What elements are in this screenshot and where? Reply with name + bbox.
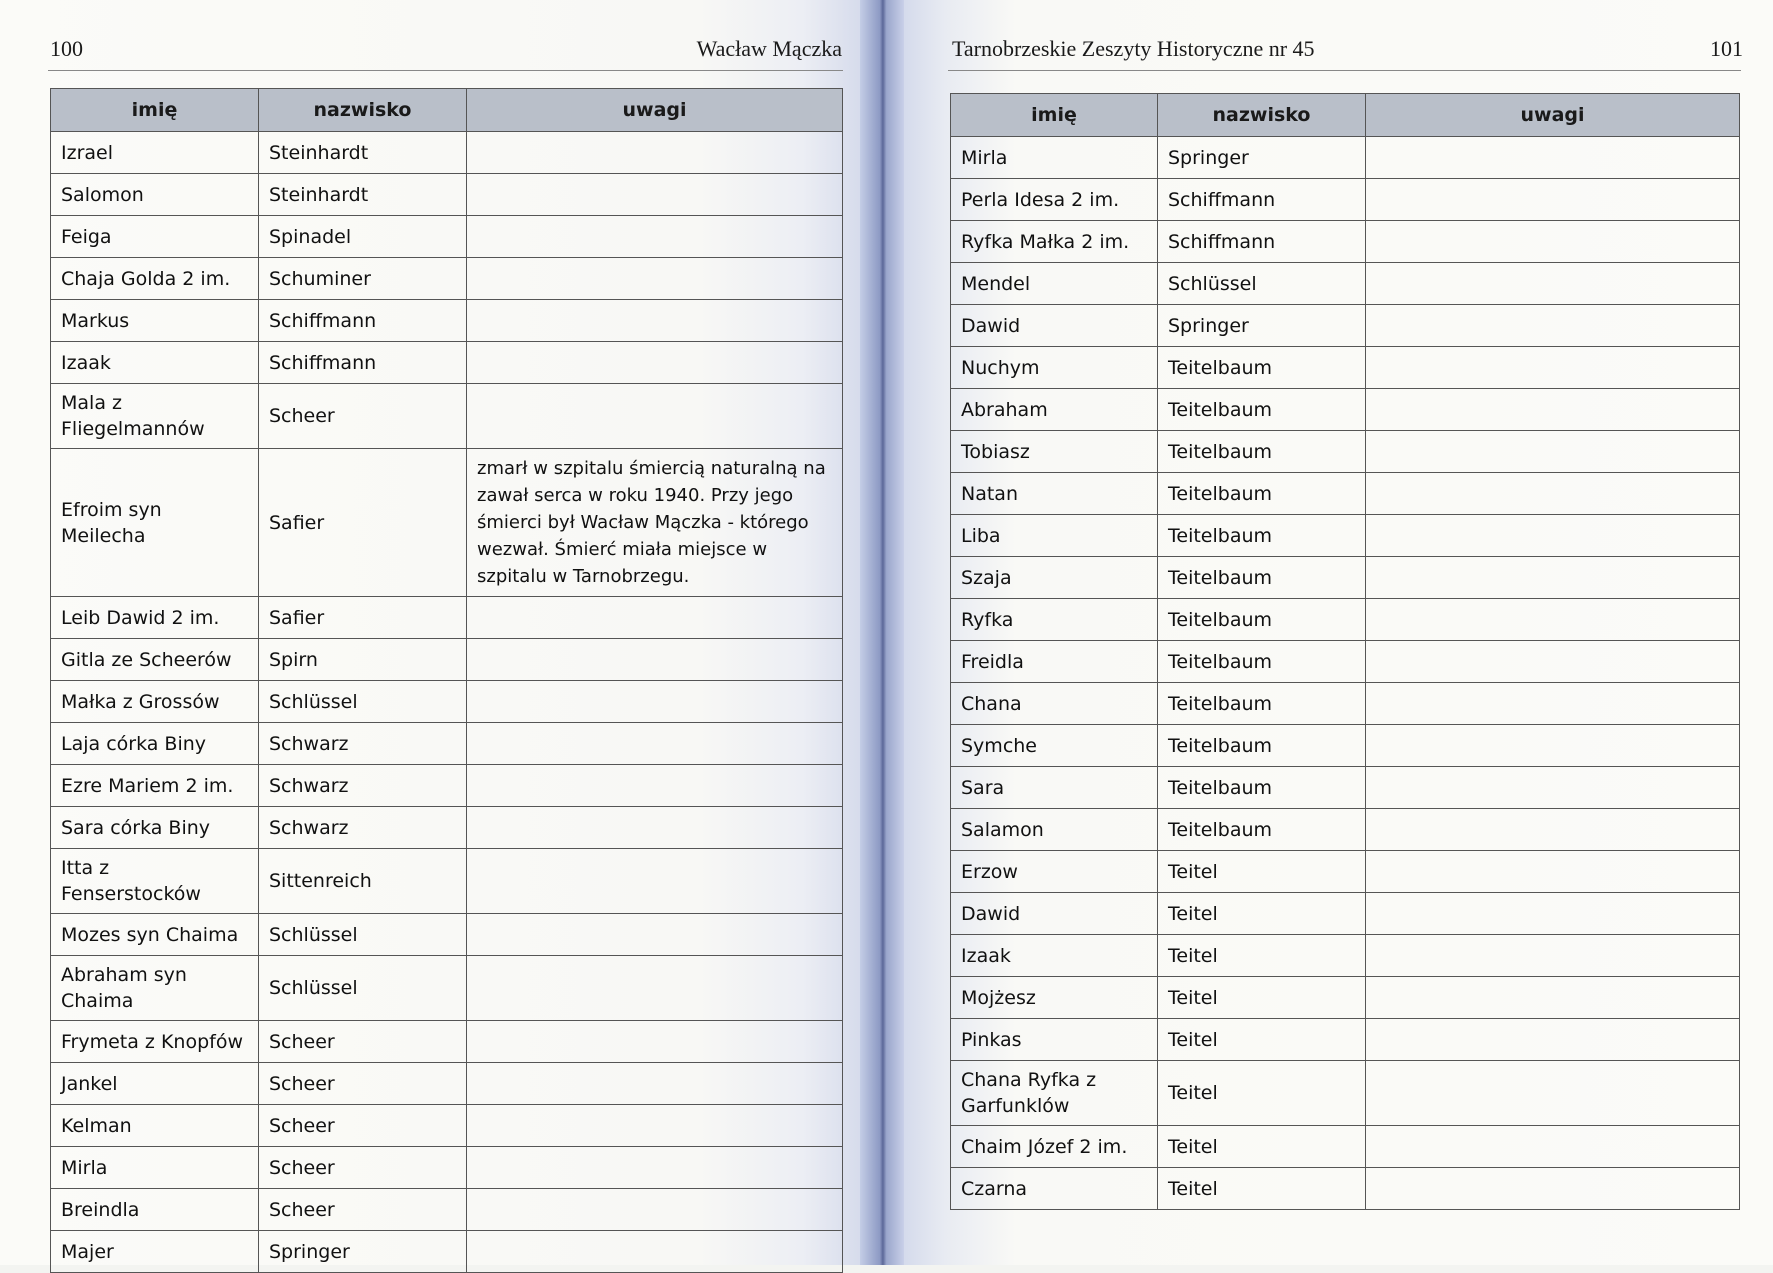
table-row xyxy=(951,767,1740,809)
table-row xyxy=(51,1021,843,1063)
first-name-cell: Izaak xyxy=(51,342,259,384)
table-row xyxy=(951,1061,1740,1126)
notes-cell xyxy=(467,849,843,914)
surname-cell: Scheer xyxy=(259,1147,467,1189)
surname-cell: Schlüssel xyxy=(259,956,467,1021)
surname-cell: Steinhardt xyxy=(259,174,467,216)
notes-cell xyxy=(1366,347,1740,389)
notes-cell xyxy=(1366,767,1740,809)
left-table-body xyxy=(51,132,843,1273)
first-name-cell: Abraham xyxy=(951,389,1158,431)
surname-cell: Spinadel xyxy=(259,216,467,258)
table-row xyxy=(951,389,1740,431)
table-row xyxy=(51,639,843,681)
first-name-cell: Czarna xyxy=(951,1168,1158,1210)
notes-cell xyxy=(467,807,843,849)
table-row xyxy=(951,137,1740,179)
first-name-cell: Dawid xyxy=(951,305,1158,347)
surname-cell: Teitel xyxy=(1158,851,1366,893)
notes-cell xyxy=(467,342,843,384)
first-name-cell: Jankel xyxy=(51,1063,259,1105)
table-row xyxy=(951,893,1740,935)
surname-cell: Teitelbaum xyxy=(1158,557,1366,599)
first-name-cell: Ryfka xyxy=(951,599,1158,641)
surname-cell: Teitel xyxy=(1158,1019,1366,1061)
first-name-cell: Mirla xyxy=(951,137,1158,179)
notes-cell xyxy=(1366,1126,1740,1168)
surname-cell: Schiffmann xyxy=(259,342,467,384)
table-row xyxy=(51,849,843,914)
table-header-row xyxy=(951,94,1740,137)
column-header-surname: nazwisko xyxy=(1158,94,1366,137)
surname-cell: Springer xyxy=(1158,305,1366,347)
first-name-cell: Frymeta z Knopfów xyxy=(51,1021,259,1063)
table-row xyxy=(51,956,843,1021)
notes-cell xyxy=(1366,179,1740,221)
notes-cell xyxy=(467,597,843,639)
first-name-cell: Szaja xyxy=(951,557,1158,599)
right-table-body xyxy=(951,137,1740,1210)
notes-cell xyxy=(1366,515,1740,557)
surname-cell: Steinhardt xyxy=(259,132,467,174)
surname-cell: Teitel xyxy=(1158,893,1366,935)
notes-cell xyxy=(1366,137,1740,179)
first-name-cell: Izrael xyxy=(51,132,259,174)
notes-cell xyxy=(1366,557,1740,599)
surname-cell: Sittenreich xyxy=(259,849,467,914)
surname-cell: Teitelbaum xyxy=(1158,473,1366,515)
table-row xyxy=(51,132,843,174)
surname-cell: Schiffmann xyxy=(1158,179,1366,221)
surname-cell: Schwarz xyxy=(259,765,467,807)
surname-cell: Teitelbaum xyxy=(1158,389,1366,431)
first-name-cell: Itta z Fenserstocków xyxy=(51,849,259,914)
first-name-cell: Erzow xyxy=(951,851,1158,893)
table-row xyxy=(951,725,1740,767)
first-name-cell: Mendel xyxy=(951,263,1158,305)
first-name-cell: Leib Dawid 2 im. xyxy=(51,597,259,639)
table-row xyxy=(51,174,843,216)
table-row xyxy=(51,384,843,449)
surname-cell: Teitel xyxy=(1158,935,1366,977)
surname-cell: Teitelbaum xyxy=(1158,431,1366,473)
surname-cell: Schiffmann xyxy=(259,300,467,342)
surname-cell: Scheer xyxy=(259,384,467,449)
table-row xyxy=(951,557,1740,599)
first-name-cell: Mozes syn Chaima xyxy=(51,914,259,956)
surname-cell: Schlüssel xyxy=(259,914,467,956)
first-name-cell: Kelman xyxy=(51,1105,259,1147)
book-gutter xyxy=(860,0,904,1265)
notes-cell xyxy=(1366,935,1740,977)
first-name-cell: Pinkas xyxy=(951,1019,1158,1061)
table-row xyxy=(951,473,1740,515)
first-name-cell: Nuchym xyxy=(951,347,1158,389)
table-row xyxy=(951,599,1740,641)
left-running-head: Wacław Mączka xyxy=(696,36,842,61)
table-row xyxy=(951,515,1740,557)
first-name-cell: Chana xyxy=(951,683,1158,725)
table-row xyxy=(951,221,1740,263)
surname-cell: Teitel xyxy=(1158,1061,1366,1126)
first-name-cell: Ezre Mariem 2 im. xyxy=(51,765,259,807)
table-row xyxy=(51,342,843,384)
column-header-surname: nazwisko xyxy=(259,89,467,132)
surname-cell: Schwarz xyxy=(259,807,467,849)
first-name-cell: Gitla ze Scheerów xyxy=(51,639,259,681)
first-name-cell: Natan xyxy=(951,473,1158,515)
first-name-cell: Mala z Fliegelmannów xyxy=(51,384,259,449)
table-row xyxy=(951,431,1740,473)
table-row xyxy=(51,258,843,300)
surname-cell: Teitelbaum xyxy=(1158,809,1366,851)
surname-cell: Scheer xyxy=(259,1189,467,1231)
first-name-cell: Tobiasz xyxy=(951,431,1158,473)
first-name-cell: Symche xyxy=(951,725,1158,767)
surname-cell: Schlüssel xyxy=(1158,263,1366,305)
table-row xyxy=(951,1019,1740,1061)
notes-cell xyxy=(1366,641,1740,683)
notes-cell xyxy=(1366,725,1740,767)
table-row xyxy=(951,683,1740,725)
surname-cell: Teitel xyxy=(1158,977,1366,1019)
table-row xyxy=(51,1063,843,1105)
table-row xyxy=(51,216,843,258)
first-name-cell: Sara córka Biny xyxy=(51,807,259,849)
first-name-cell: Salomon xyxy=(51,174,259,216)
notes-cell xyxy=(1366,893,1740,935)
surname-cell: Schuminer xyxy=(259,258,467,300)
surname-cell: Teitelbaum xyxy=(1158,515,1366,557)
notes-cell xyxy=(467,681,843,723)
table-row xyxy=(951,641,1740,683)
surname-cell: Teitelbaum xyxy=(1158,725,1366,767)
surname-cell: Scheer xyxy=(259,1021,467,1063)
surname-cell: Spirn xyxy=(259,639,467,681)
notes-cell xyxy=(467,174,843,216)
table-row xyxy=(951,1168,1740,1210)
table-row xyxy=(51,449,843,597)
right-header-rule xyxy=(948,70,1741,71)
notes-cell xyxy=(1366,431,1740,473)
notes-cell xyxy=(467,300,843,342)
column-header-notes: uwagi xyxy=(467,89,843,132)
notes-cell xyxy=(1366,1168,1740,1210)
notes-cell xyxy=(1366,473,1740,515)
surname-cell: Springer xyxy=(1158,137,1366,179)
first-name-cell: Breindla xyxy=(51,1189,259,1231)
surname-cell: Teitelbaum xyxy=(1158,767,1366,809)
table-row xyxy=(951,305,1740,347)
column-header-notes: uwagi xyxy=(1366,94,1740,137)
left-header-rule xyxy=(48,70,843,71)
notes-cell xyxy=(1366,683,1740,725)
notes-cell xyxy=(467,1021,843,1063)
first-name-cell: Efroim syn Meilecha xyxy=(51,449,259,597)
table-row xyxy=(951,851,1740,893)
table-row xyxy=(951,809,1740,851)
first-name-cell: Perla Idesa 2 im. xyxy=(951,179,1158,221)
left-names-table xyxy=(50,88,843,1273)
right-page-number: 101 xyxy=(1710,36,1743,61)
first-name-cell: Feiga xyxy=(51,216,259,258)
table-row xyxy=(51,1147,843,1189)
table-row xyxy=(51,1189,843,1231)
table-header-row xyxy=(51,89,843,132)
table-row xyxy=(51,1231,843,1273)
notes-cell xyxy=(467,216,843,258)
first-name-cell: Markus xyxy=(51,300,259,342)
surname-cell: Teitel xyxy=(1158,1168,1366,1210)
table-row xyxy=(51,807,843,849)
first-name-cell: Salamon xyxy=(951,809,1158,851)
surname-cell: Scheer xyxy=(259,1105,467,1147)
notes-cell xyxy=(467,914,843,956)
notes-cell xyxy=(467,384,843,449)
table-row xyxy=(951,179,1740,221)
first-name-cell: Dawid xyxy=(951,893,1158,935)
notes-cell xyxy=(1366,1019,1740,1061)
notes-cell xyxy=(467,132,843,174)
surname-cell: Teitelbaum xyxy=(1158,641,1366,683)
notes-cell xyxy=(467,1063,843,1105)
notes-cell xyxy=(1366,809,1740,851)
notes-cell xyxy=(467,1105,843,1147)
first-name-cell: Chaim Józef 2 im. xyxy=(951,1126,1158,1168)
surname-cell: Springer xyxy=(259,1231,467,1273)
first-name-cell: Laja córka Biny xyxy=(51,723,259,765)
table-row xyxy=(51,300,843,342)
first-name-cell: Chaja Golda 2 im. xyxy=(51,258,259,300)
column-header-first-name: imię xyxy=(951,94,1158,137)
surname-cell: Teitelbaum xyxy=(1158,683,1366,725)
table-row xyxy=(51,914,843,956)
first-name-cell: Mojżesz xyxy=(951,977,1158,1019)
notes-cell xyxy=(467,723,843,765)
surname-cell: Teitelbaum xyxy=(1158,347,1366,389)
notes-cell xyxy=(1366,221,1740,263)
notes-cell xyxy=(467,1147,843,1189)
notes-cell: zmarł w szpitalu śmiercią naturalną na zawał serca w roku 1940. Przy jego śmierci był Wacław Mączka - którego wezwał. Śmierć miała miejsce w szpitalu w Tarnobrzegu. xyxy=(467,449,843,597)
first-name-cell: Abraham syn Chaima xyxy=(51,956,259,1021)
notes-cell xyxy=(467,639,843,681)
first-name-cell: Małka z Grossów xyxy=(51,681,259,723)
notes-cell xyxy=(467,765,843,807)
notes-cell xyxy=(467,258,843,300)
table-row xyxy=(951,935,1740,977)
table-row xyxy=(51,723,843,765)
table-row xyxy=(51,681,843,723)
notes-cell xyxy=(1366,1061,1740,1126)
left-page-number: 100 xyxy=(50,36,83,61)
notes-cell xyxy=(467,1231,843,1273)
first-name-cell: Freidla xyxy=(951,641,1158,683)
surname-cell: Teitelbaum xyxy=(1158,599,1366,641)
right-running-head: Tarnobrzeskie Zeszyty Historyczne nr 45 xyxy=(952,36,1315,61)
notes-cell xyxy=(1366,851,1740,893)
column-header-first-name: imię xyxy=(51,89,259,132)
notes-cell xyxy=(1366,599,1740,641)
notes-cell xyxy=(1366,263,1740,305)
first-name-cell: Sara xyxy=(951,767,1158,809)
surname-cell: Teitel xyxy=(1158,1126,1366,1168)
first-name-cell: Mirla xyxy=(51,1147,259,1189)
table-row xyxy=(51,597,843,639)
first-name-cell: Chana Ryfka z Garfunklów xyxy=(951,1061,1158,1126)
surname-cell: Safier xyxy=(259,597,467,639)
right-names-table xyxy=(950,93,1740,1210)
notes-cell xyxy=(467,1189,843,1231)
left-page xyxy=(0,0,872,1265)
table-row xyxy=(951,1126,1740,1168)
first-name-cell: Majer xyxy=(51,1231,259,1273)
notes-cell xyxy=(1366,977,1740,1019)
first-name-cell: Ryfka Małka 2 im. xyxy=(951,221,1158,263)
table-row xyxy=(951,347,1740,389)
first-name-cell: Izaak xyxy=(951,935,1158,977)
table-row xyxy=(951,977,1740,1019)
table-row xyxy=(51,1105,843,1147)
table-row xyxy=(951,263,1740,305)
notes-cell xyxy=(1366,305,1740,347)
table-row xyxy=(51,765,843,807)
surname-cell: Schwarz xyxy=(259,723,467,765)
surname-cell: Safier xyxy=(259,449,467,597)
surname-cell: Schlüssel xyxy=(259,681,467,723)
notes-cell xyxy=(467,956,843,1021)
first-name-cell: Liba xyxy=(951,515,1158,557)
notes-cell xyxy=(1366,389,1740,431)
surname-cell: Schiffmann xyxy=(1158,221,1366,263)
surname-cell: Scheer xyxy=(259,1063,467,1105)
